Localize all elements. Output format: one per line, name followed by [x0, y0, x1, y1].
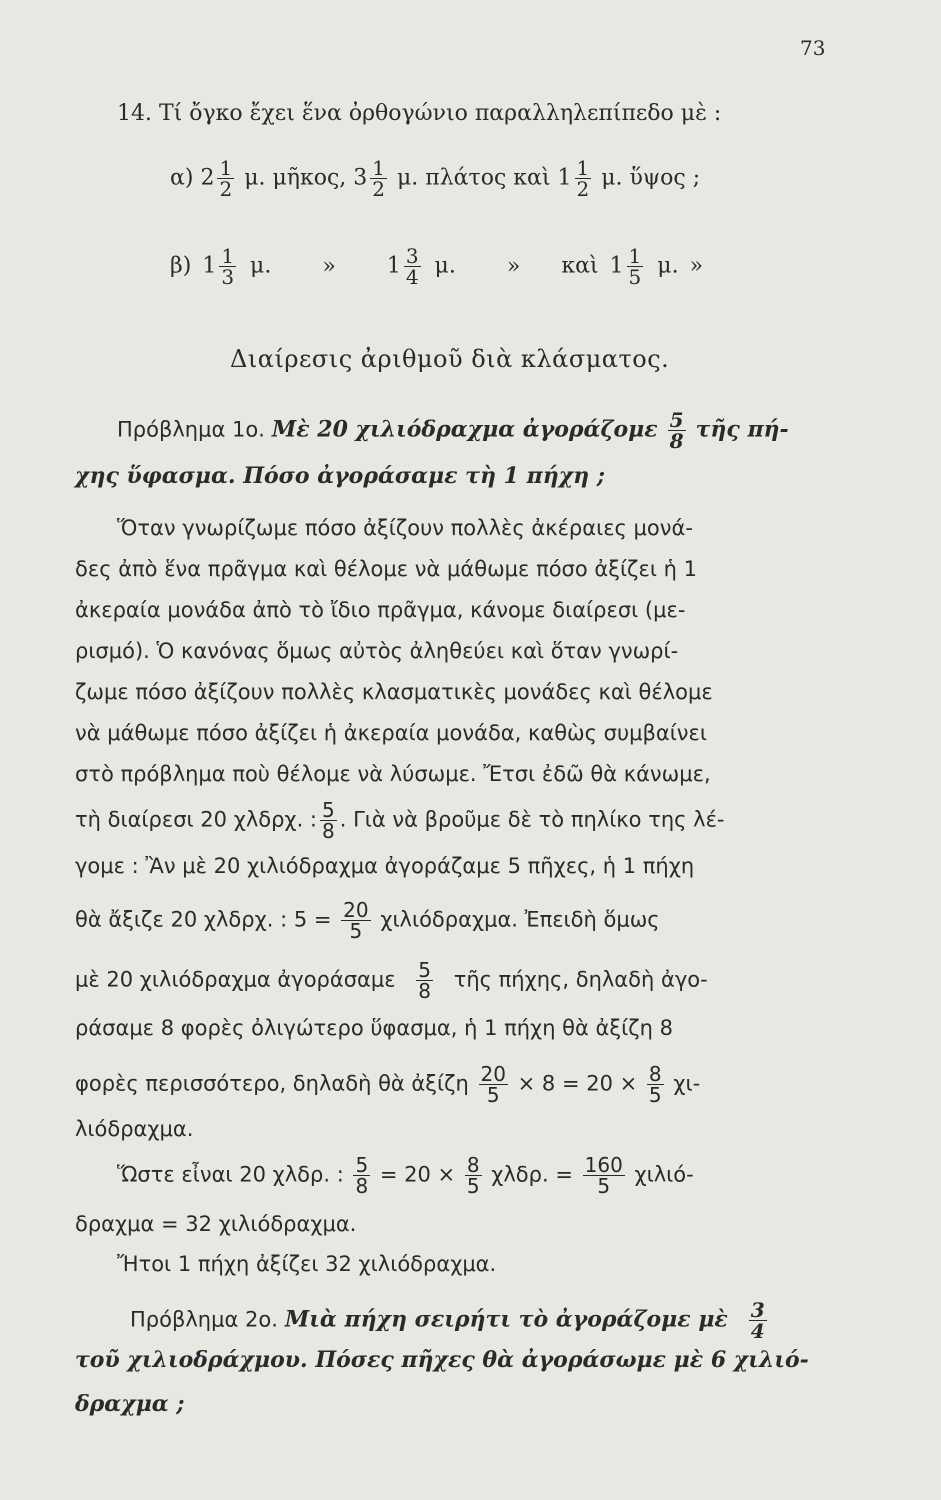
body-line: δραχμα = 32 χιλιόδραχμα. [75, 1212, 357, 1236]
exercise-14 [117, 100, 721, 128]
text: χιλιόδραχμα. Ἐπειδὴ ὅμως [380, 907, 660, 932]
body-line: ἀκεραία μονάδα ἀπὸ τὸ ἴδιο πρᾶγμα, κάνομε διαίρεσι (με- [75, 598, 686, 622]
fraction [647, 1064, 664, 1105]
problem-text: Μιὰ πήχη σειρήτι τὸ ἀγοράζομε μὲ [284, 1306, 728, 1333]
denominator: 5 [479, 1084, 508, 1105]
numerator: 8 [648, 1062, 662, 1086]
numerator: 1 [221, 244, 235, 268]
body-line: νὰ μάθωμε πόσο ἀξίζει ἡ ἀκεραία μονάδα, καθὼς συμβαίνει [75, 721, 707, 745]
text: Ὥστε εἶναι 20 χλδρ. : [117, 1162, 344, 1187]
exercise-label: 14. [117, 101, 152, 126]
text: θὰ ἄξιζε 20 χλδρχ. : 5 = [75, 907, 332, 932]
fraction [465, 1155, 482, 1196]
numerator: 1 [628, 244, 642, 268]
problem-1-line-2: χης ὕφασμα. Πόσο ἀγοράσαμε τὴ 1 πήχη ; [75, 463, 605, 489]
exercise-text: Τί ὄγκο ἔχει ἕνα ὀρθογώνιο παραλληλεπίπεδο μὲ : [159, 101, 722, 126]
text: = 20 × [379, 1162, 456, 1187]
body-line: ρισμό). Ὁ κανόνας ὅμως αὐτὸς ἀληθεύει καὶ ὅταν γνωρί- [75, 639, 679, 663]
problem-2-line-1 [130, 1300, 770, 1341]
page-number: 73 [800, 36, 826, 60]
denominator: 5 [628, 265, 642, 289]
whole: 1 [386, 253, 401, 279]
section-title: Διαίρεσις ἀριθμοῦ διὰ κλάσματος. [230, 345, 670, 373]
ditto-mark: » [322, 253, 336, 279]
text: τὴ διαίρεσι 20 χλδρχ. : [75, 807, 317, 832]
numerator: 20 [343, 898, 369, 922]
numerator: 1 [372, 156, 385, 180]
fraction [353, 1155, 370, 1196]
part-label: α) [170, 165, 194, 191]
problem-label: Πρόβλημα 2ο. [130, 1307, 278, 1332]
whole: 3 [353, 165, 368, 191]
denominator: 5 [648, 1083, 662, 1107]
problem-2-line-2: τοῦ χιλιοδράχμου. Πόσες πῆχες θὰ ἀγοράσωμε μὲ 6 χιλιό- [75, 1347, 809, 1373]
problem-label: Πρόβλημα 1ο. [117, 417, 265, 442]
text: χλδρ. = [491, 1162, 573, 1187]
denominator: 5 [466, 1174, 480, 1198]
denominator: 4 [750, 1319, 765, 1343]
exercise-part-b [170, 246, 703, 287]
body-line: γομε : Ἂν μὲ 20 χιλιόδραχμα ἀγοράζαμε 5 πῆχες, ἡ 1 πήχη [75, 854, 695, 878]
text: χι- [673, 1071, 701, 1096]
fraction [668, 410, 686, 451]
body-line-with-fraction [75, 800, 725, 841]
denominator: 8 [355, 1174, 369, 1198]
text: μὲ 20 χιλιόδραχμα ἀγοράσαμε [75, 967, 396, 992]
unit-text: μ. [250, 253, 272, 279]
denominator: 8 [322, 819, 335, 843]
text: . Γιὰ νὰ βροῦμε δὲ τὸ πηλίκο της λέ- [339, 807, 725, 832]
denominator: 5 [341, 920, 370, 941]
body-line-with-fraction [117, 1155, 694, 1196]
conjunction: καὶ [561, 253, 599, 279]
unit-text: μ. [434, 253, 456, 279]
whole: 2 [200, 165, 215, 191]
fraction [320, 800, 337, 841]
fraction [479, 1064, 508, 1105]
fraction [575, 158, 592, 199]
fraction [749, 1300, 767, 1341]
numerator: 5 [322, 798, 335, 822]
problem-1-line-1 [117, 410, 789, 451]
body-line: λιόδραχμα. [75, 1117, 194, 1141]
denominator: 8 [669, 429, 684, 453]
numerator: 5 [418, 958, 432, 982]
unit-text: μ. ὕψος ; [601, 165, 701, 191]
unit-text: μ. [657, 253, 679, 279]
numerator: 160 [584, 1153, 623, 1177]
fraction [404, 246, 421, 287]
body-line: στὸ πρόβλημα ποὺ θέλομε νὰ λύσωμε. Ἔτσι ἐδῶ θὰ κάνωμε, [75, 762, 711, 786]
text: φορὲς περισσότερο, δηλαδὴ θὰ ἀξίζη [75, 1071, 469, 1096]
fraction [341, 900, 370, 941]
whole: 1 [609, 253, 624, 279]
unit-text: μ. πλάτος καὶ [397, 165, 551, 191]
denominator: 3 [221, 265, 235, 289]
fraction [217, 158, 234, 199]
numerator: 5 [669, 408, 684, 432]
part-label: β) [170, 253, 192, 279]
text: χιλιό- [634, 1162, 694, 1187]
numerator: 3 [405, 244, 419, 268]
numerator: 1 [219, 156, 233, 180]
numerator: 3 [750, 1298, 765, 1322]
body-line: ράσαμε 8 φορὲς ὀλιγώτερο ὕφασμα, ἡ 1 πήχη θὰ ἀξίζη 8 [75, 1016, 673, 1040]
body-line: Ἤτοι 1 πήχη ἀξίζει 32 χιλιόδραχμα. [117, 1252, 497, 1276]
numerator: 5 [355, 1153, 369, 1177]
fraction [416, 960, 433, 1001]
body-line-with-fraction [75, 960, 708, 1001]
denominator: 4 [405, 265, 419, 289]
body-line: ζωμε πόσο ἀξίζουν πολλὲς κλασματικὲς μονάδες καὶ θέλομε [75, 680, 713, 704]
body-line-with-fraction [75, 900, 660, 941]
text: τῆς πήχης, δηλαδὴ ἀγο- [453, 967, 708, 992]
body-line: Ὅταν γνωρίζωμε πόσο ἀξίζουν πολλὲς ἀκέραιες μονά- [117, 516, 693, 540]
denominator: 2 [219, 177, 233, 201]
body-line-with-fraction [75, 1064, 700, 1105]
denominator: 2 [576, 177, 590, 201]
fraction [627, 246, 644, 287]
text: × 8 = 20 × [517, 1071, 638, 1096]
unit-text: μ. μῆκος, [244, 165, 347, 191]
ditto-mark: » [689, 253, 704, 279]
fraction [219, 246, 236, 287]
denominator: 5 [583, 1175, 625, 1196]
ditto-mark: » [506, 253, 521, 279]
exercise-part-a [170, 158, 700, 199]
whole: 1 [557, 165, 572, 191]
whole: 1 [202, 253, 217, 279]
body-line: δες ἀπὸ ἕνα πρᾶγμα καὶ θέλομε νὰ μάθωμε πόσο ἀξίζει ἡ 1 [75, 557, 697, 581]
fraction [370, 158, 387, 199]
numerator: 1 [576, 156, 590, 180]
numerator: 8 [466, 1153, 480, 1177]
problem-2-line-3: δραχμα ; [75, 1391, 185, 1417]
denominator: 2 [372, 177, 385, 201]
problem-text: τῆς πή- [695, 416, 789, 443]
denominator: 8 [418, 979, 432, 1003]
problem-text: Μὲ 20 χιλιόδραχμα ἀγοράζομε [271, 416, 658, 443]
numerator: 20 [480, 1062, 506, 1086]
fraction [583, 1155, 625, 1196]
